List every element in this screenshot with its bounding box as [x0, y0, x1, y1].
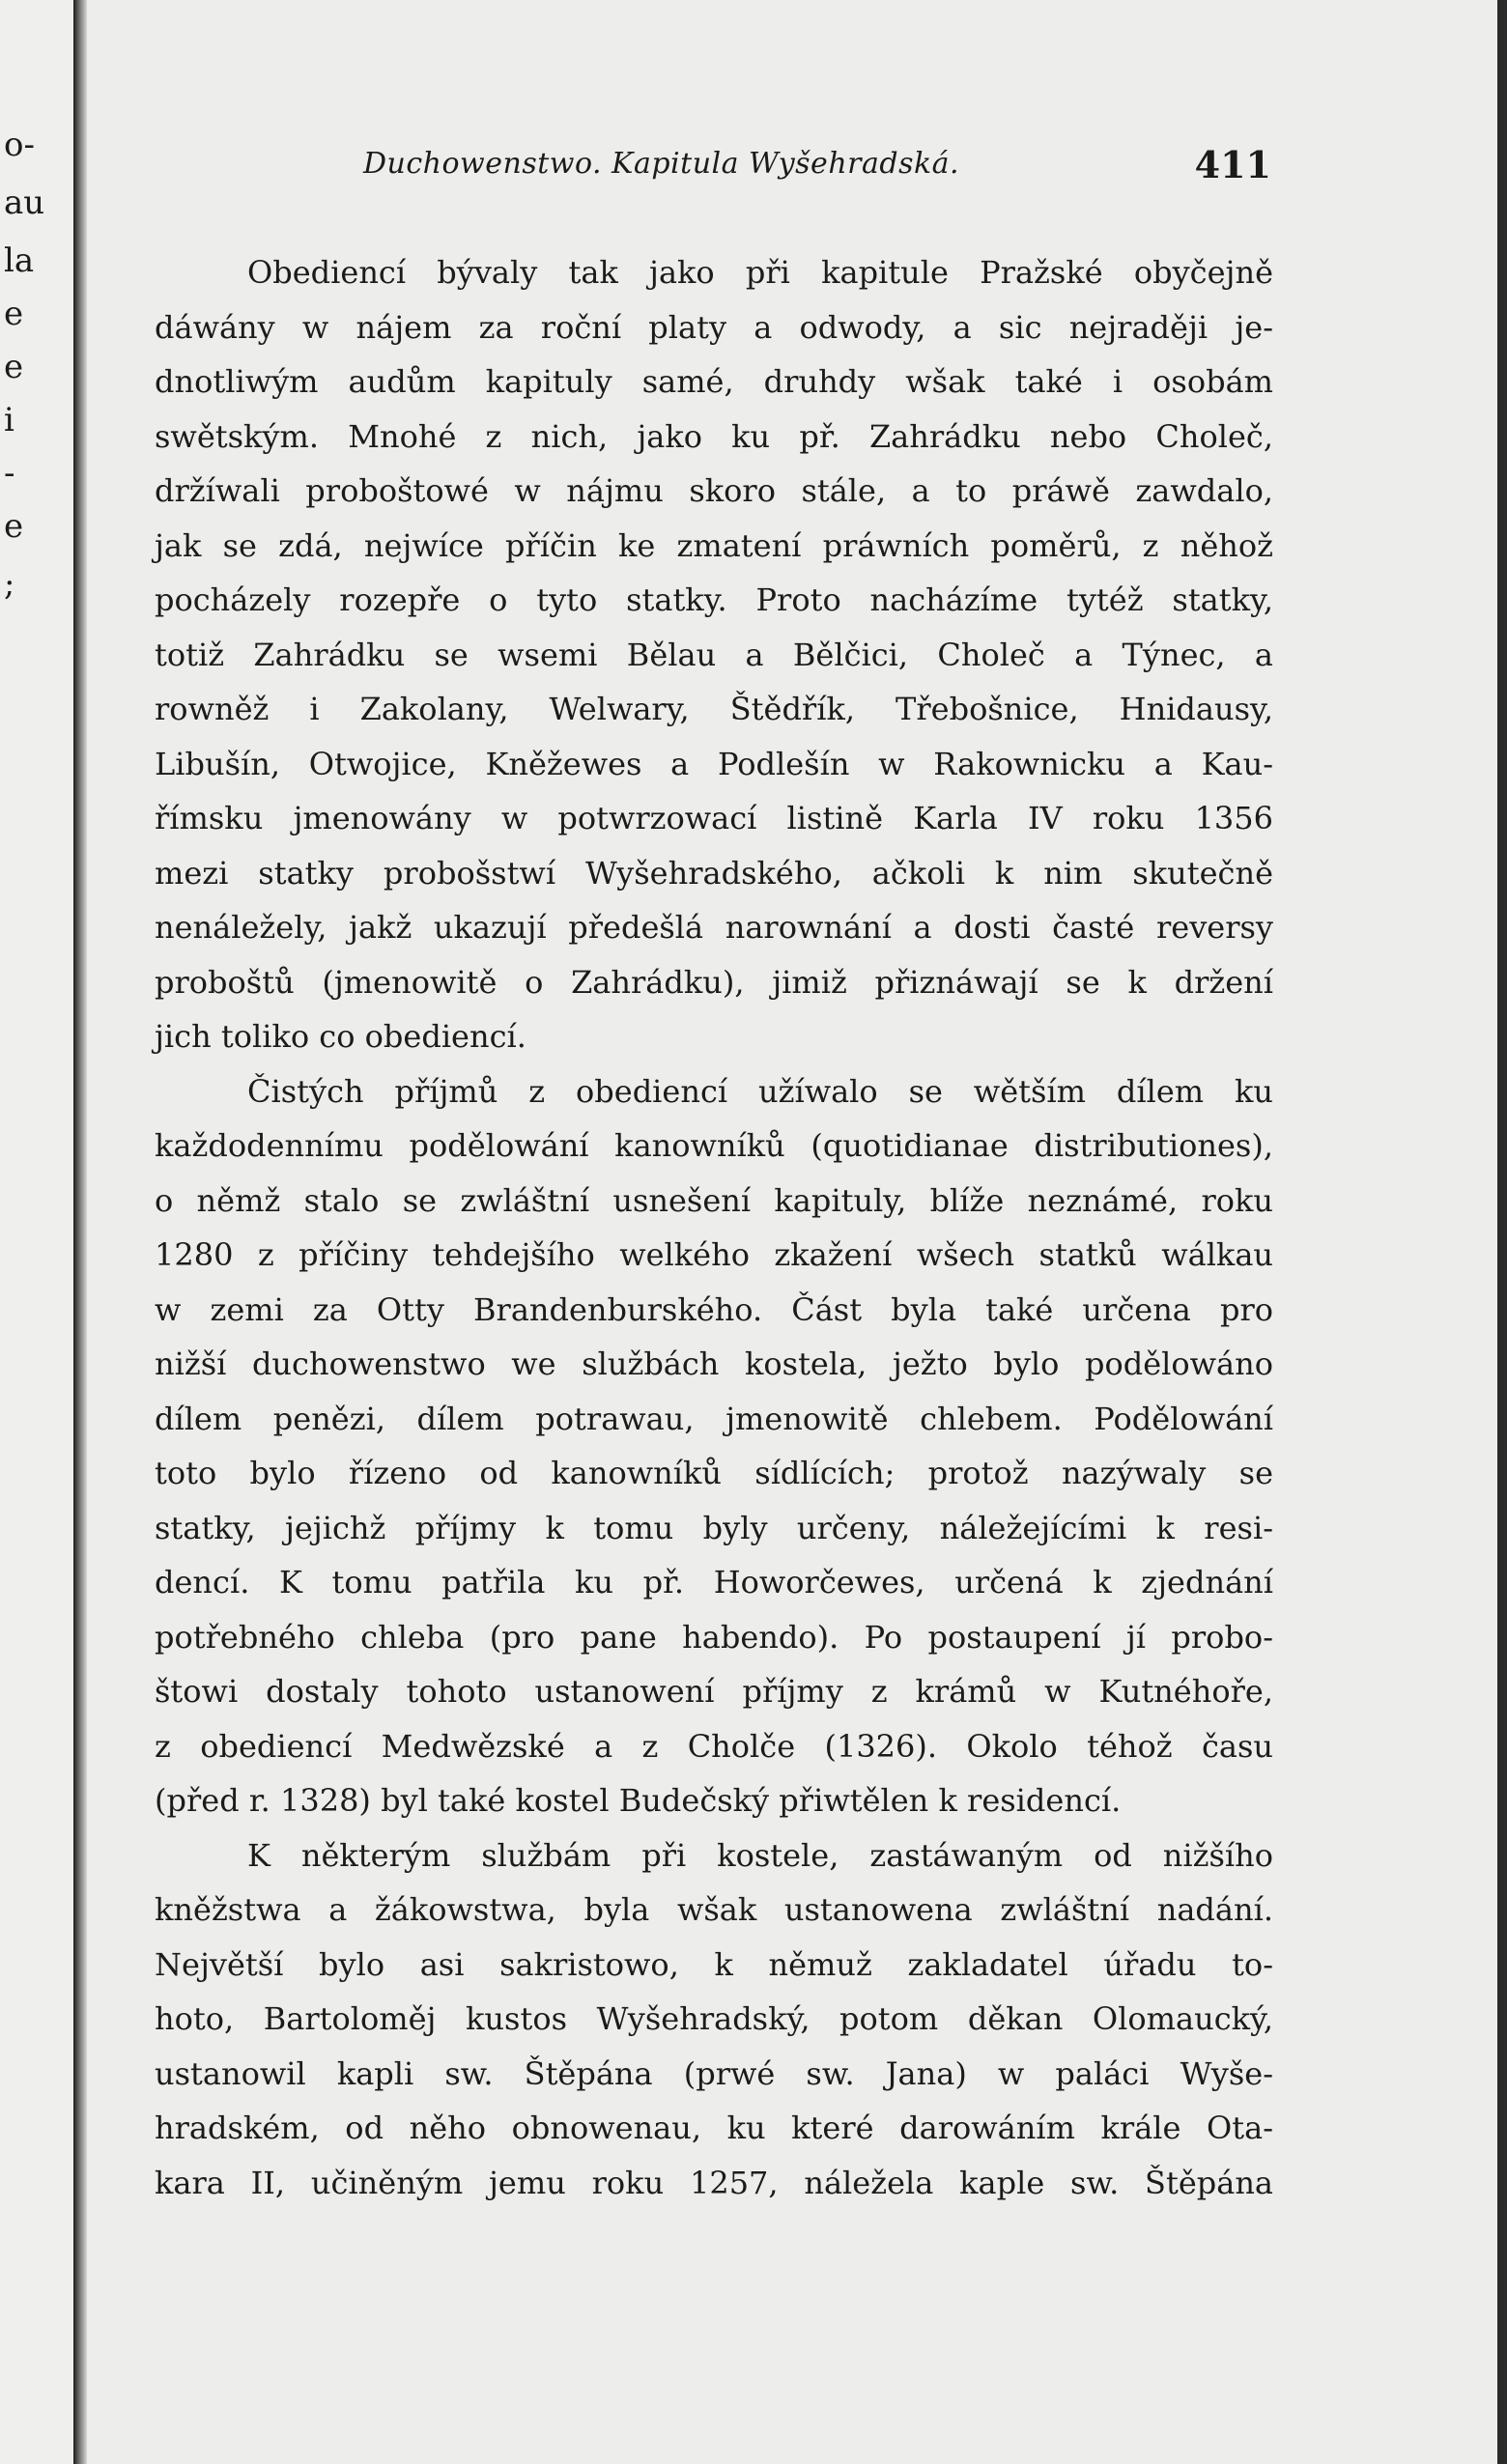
- text-line: swětským. Mnohé z nich, jako ku př. Zahrádku nebo Choleč,: [155, 417, 1273, 455]
- text-line: kněžstwa a žákowstwa, byla wšak ustanowena zwláštní nadání.: [155, 1891, 1273, 1928]
- text-line: římsku jmenowány w potwrzowací listině Karla IV roku 1356: [155, 800, 1273, 836]
- text-line: každodennímu podělowání kanowníků (quotidianae distributiones),: [155, 1127, 1273, 1164]
- text-line: Největší bylo asi sakristowo, k němuž zakladatel úřadu to-: [155, 1945, 1273, 1983]
- text-line: Obediencí bývaly tak jako při kapitule Pražské obyčejně: [247, 254, 1273, 291]
- scan-edge: [1497, 0, 1507, 2464]
- text-line: totiž Zahrádku se wsemi Bělau a Bělčici, Choleč a Týnec, a: [155, 636, 1273, 673]
- running-head-title: Duchowenstwo. Kapitula Wyšehradská.: [363, 147, 960, 181]
- text-line: 1280 z příčiny tehdejšího welkého zkažení wšech statků wálkau: [155, 1236, 1273, 1273]
- text-line: z obediencí Medwězské a z Cholče (1326). Okolo téhož času: [155, 1727, 1273, 1765]
- text-line: dáwány w nájem za roční platy a odwody, a sic nejraději je-: [155, 308, 1273, 346]
- text-line: kara II, učiněným jemu roku 1257, náležela kaple sw. Štěpána: [155, 2164, 1273, 2201]
- body-text: [155, 245, 1273, 2210]
- text-line: o němž stalo se zwláštní usnešení kapituly, blíže neznámé, roku: [155, 1181, 1273, 1219]
- text-line: w zemi za Otty Brandenburského. Část byla také určena pro: [155, 1290, 1273, 1328]
- text-line: statky, jejichž příjmy k tomu byly určeny, náležejícími k resi-: [155, 1509, 1273, 1546]
- text-line: hoto, Bartoloměj kustos Wyšehradský, potom děkan Olomaucký,: [155, 2000, 1273, 2037]
- binding-shadow: [73, 0, 87, 2464]
- text-line: (před r. 1328) byl také kostel Budečský přiwtělen k residencí.: [155, 1782, 1122, 1819]
- text-line: nenáležely, jakž ukazují předešlá narownání a dosti časté reversy: [155, 909, 1273, 946]
- margin-fragment: la: [4, 241, 35, 280]
- text-line: dílem penězi, dílem potrawau, jmenowitě chlebem. Podělowání: [155, 1400, 1273, 1437]
- text-line: mezi statky probošstwí Wyšehradského, ačkoli k nim skutečně: [155, 854, 1273, 892]
- text-line: Čistých příjmů z obediencí užíwalo se wětším dílem ku: [247, 1072, 1273, 1110]
- text-line: K některým službám při kostele, zastáwaným od nižšího: [247, 1836, 1273, 1874]
- text-line: jak se zdá, nejwíce příčin ke zmatení práwních poměrů, z něhož: [155, 526, 1273, 564]
- margin-fragment: -: [4, 454, 15, 493]
- text-line: proboštů (jmenowitě o Zahrádku), jimiž přiznáwají se k držení: [155, 963, 1273, 1001]
- text-line: dencí. K tomu patřila ku př. Howorčewes, určená k zjednání: [155, 1564, 1273, 1600]
- text-line: pocházely rozepře o tyto statky. Proto nacházíme tytéž statky,: [155, 581, 1273, 618]
- running-head: [363, 143, 1271, 191]
- text-line: ustanowil kapli sw. Štěpána (prwé sw. Jana) w paláci Wyše-: [155, 2054, 1273, 2092]
- text-line: toto bylo řízeno od kanowníků sídlících; protož nazýwaly se: [155, 1455, 1273, 1491]
- text-line: hradském, od něho obnowenau, ku které darowáním krále Ota-: [155, 2110, 1273, 2146]
- book-page: [73, 0, 1507, 2464]
- margin-fragment: o-: [4, 126, 35, 164]
- facing-page-edge: [0, 0, 73, 2464]
- margin-fragment: e: [4, 507, 24, 546]
- text-line: jich toliko co obediencí.: [155, 1018, 526, 1055]
- margin-fragment: e: [4, 295, 24, 333]
- margin-fragment: ;: [4, 565, 15, 604]
- text-line: nižší duchowenstwo we službách kostela, ježto bylo podělowáno: [155, 1345, 1273, 1382]
- text-line: dnotliwým audům kapituly samé, druhdy wšak také i osobám: [155, 363, 1273, 400]
- text-line: potřebného chleba (pro pane habendo). Po postaupení jí probo-: [155, 1618, 1273, 1656]
- text-line: rowněž i Zakolany, Welwary, Štědřík, Třebošnice, Hnidausy,: [155, 691, 1273, 727]
- text-line: štowi dostaly tohoto ustanowení příjmy z krámů w Kutnéhoře,: [155, 1673, 1273, 1710]
- page-number: 411: [1194, 143, 1271, 186]
- margin-fragment: i: [4, 401, 14, 439]
- margin-fragment: e: [4, 348, 24, 386]
- text-line: Libušín, Otwojice, Kněžewes a Podlešín w Rakownicku a Kau-: [155, 745, 1273, 782]
- text-line: držíwali proboštowé w nájmu skoro stále, a to práwě zawdalo,: [155, 472, 1273, 509]
- margin-fragment: au: [4, 184, 45, 222]
